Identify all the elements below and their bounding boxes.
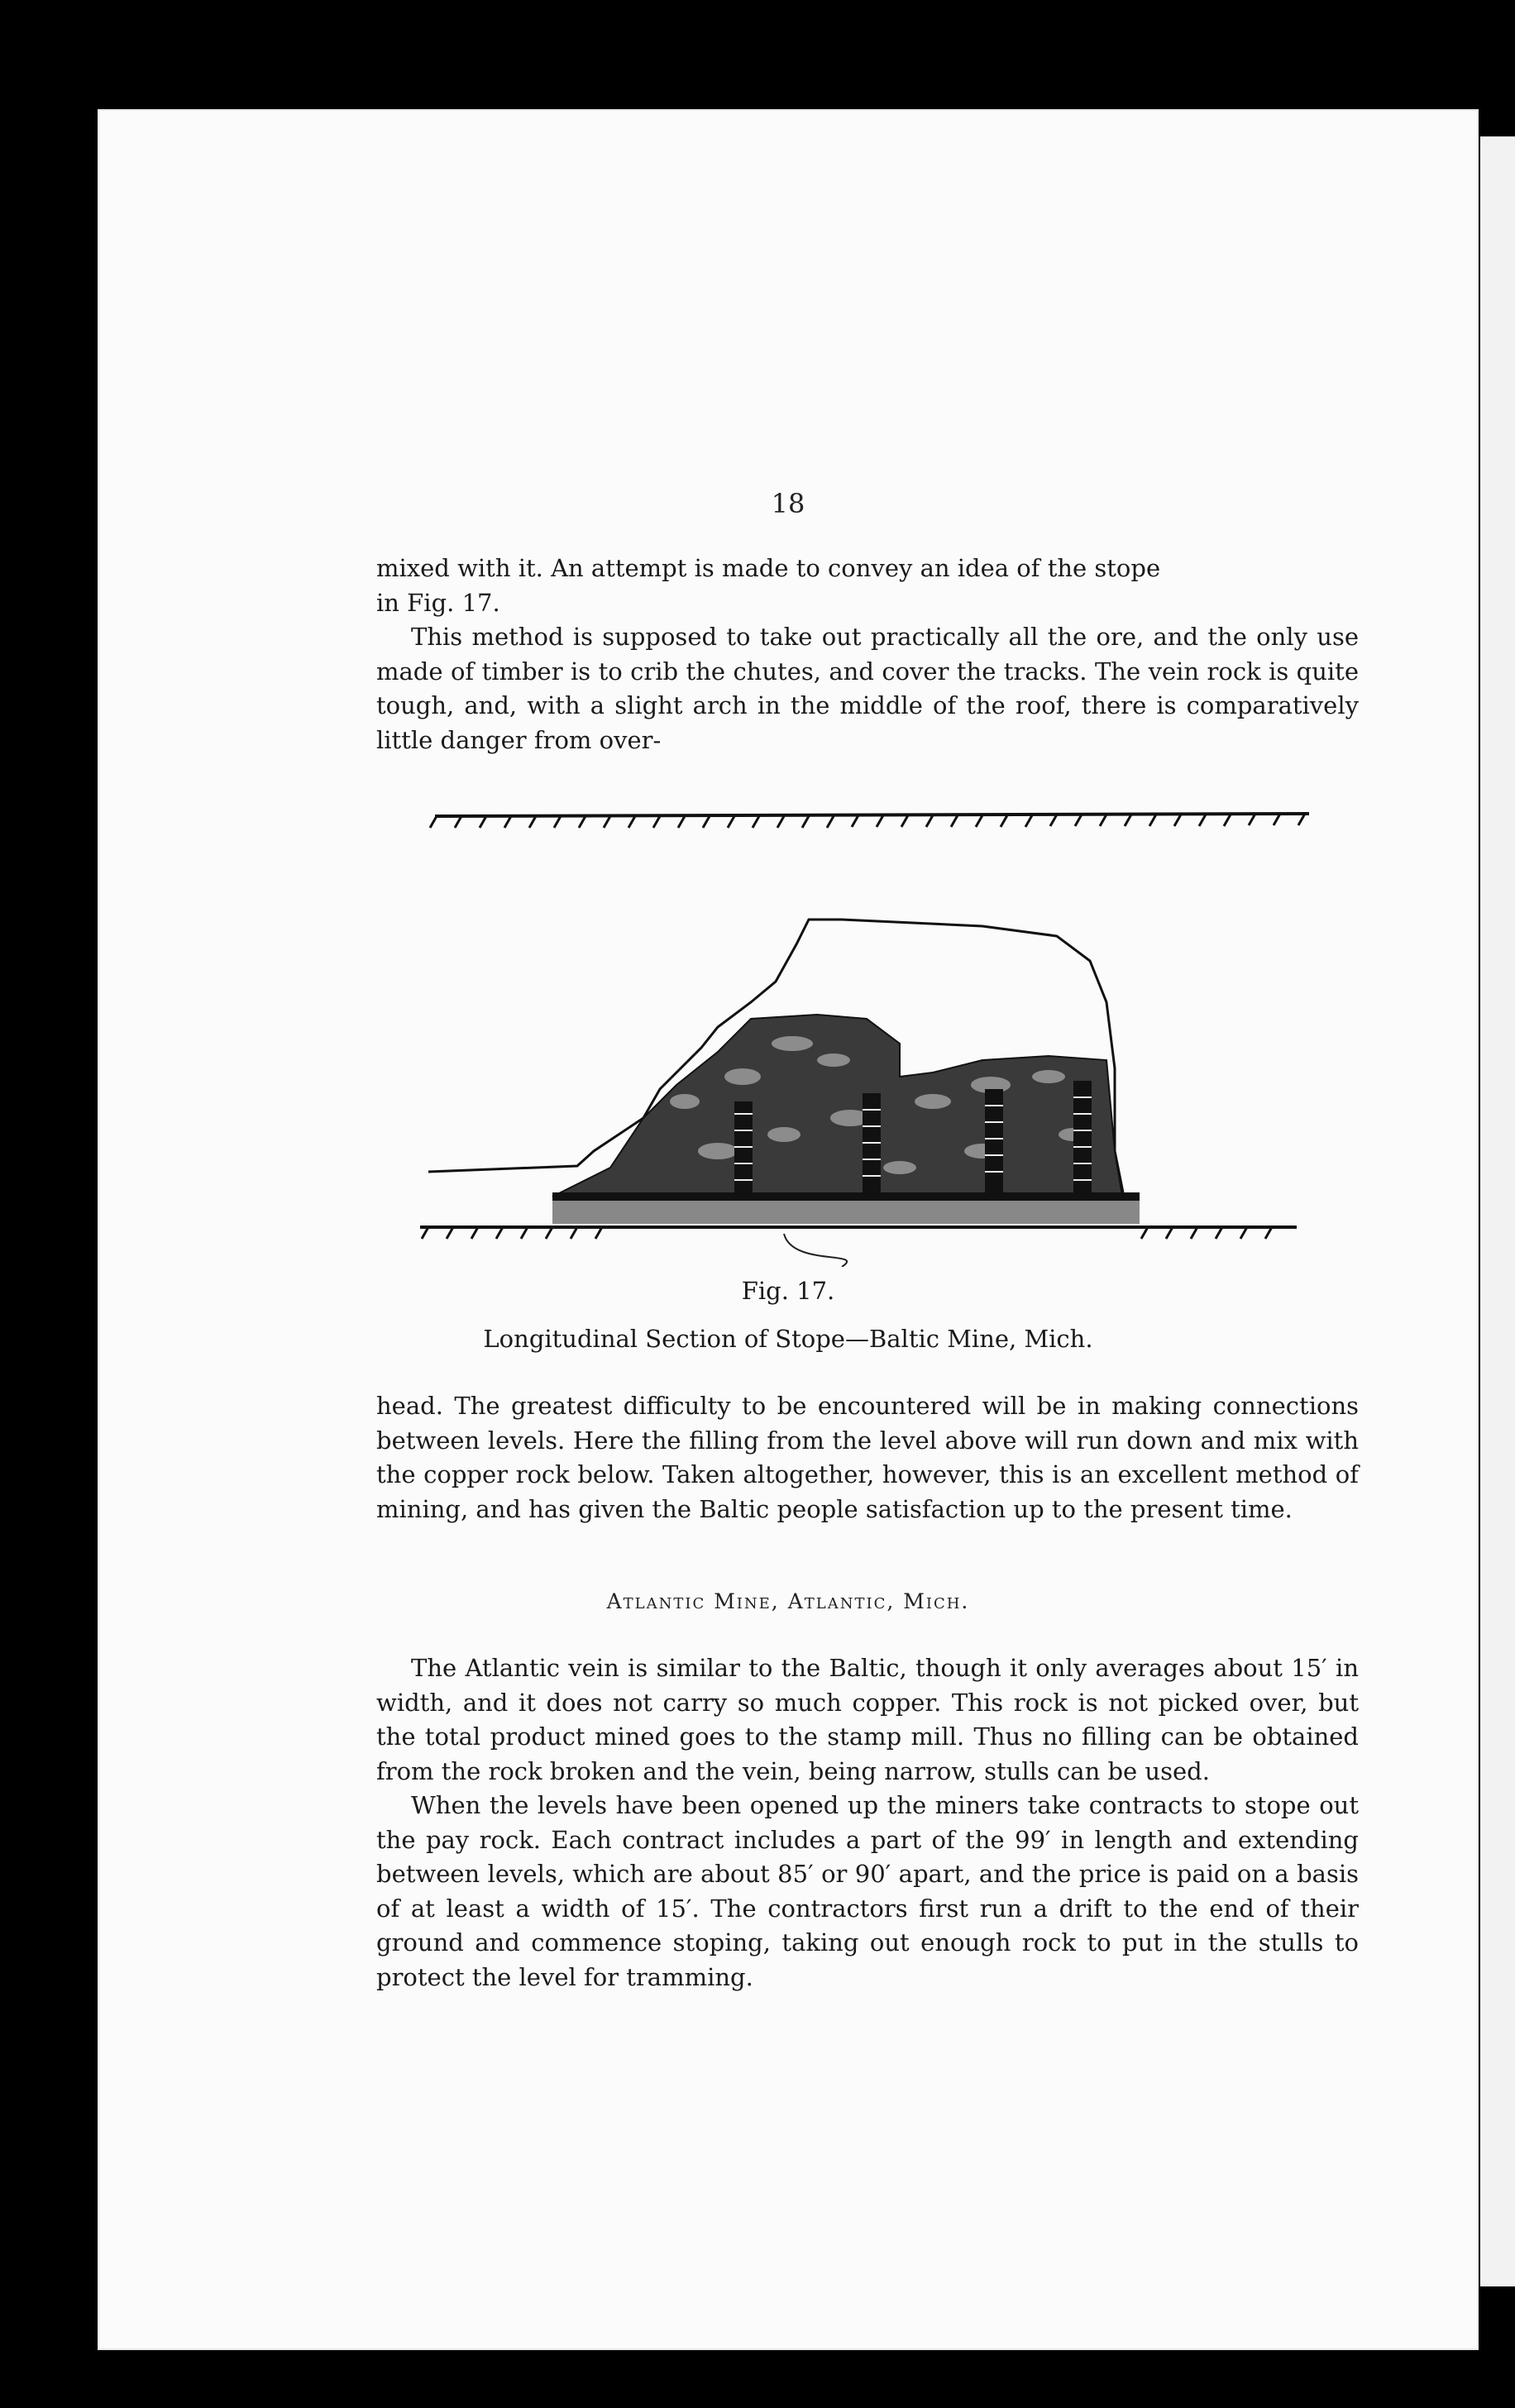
paragraph-method: This method is supposed to take out practically all the ore, and the only use made of timber is to crib the chutes, and cover the tracks. The vein rock is quite tough, and, with a slight arch in the middle of the roof, there is comparatively little danger from over- (376, 623, 1359, 754)
paragraph-difficulty: head. The greatest difficulty to be encountered will be in making connections between levels. Here the filling from the level above will run down and mix with the copper rock below. Taken altogether, however, this is an excellent method of mining, and has given the Baltic people satisfaction up to the present time. (376, 1392, 1359, 1523)
pencil-mark (784, 1234, 847, 1267)
paragraph-contracts: When the levels have been opened up the miners take contracts to stope out the pay rock. Each contract includes a part of the 99′ in length and extending between levels, which are about 85′ or 90′ apart, and the price is paid on a basis of at least a width of 15′. The contractors first run a drift to the end of their ground and commence stoping, taking out enough rock to put in the stulls to protect the level for tramming. (376, 1791, 1359, 1991)
paragraph-continuation (376, 552, 1359, 757)
book-page (98, 109, 1479, 2350)
paragraph-overhead (376, 1389, 1359, 1526)
next-page-edge (1480, 136, 1515, 2286)
level-track (552, 1192, 1140, 1201)
level-floor (552, 1201, 1140, 1224)
paragraph-atlantic-vein: The Atlantic vein is similar to the Baltic, though it only averages about 15′ in width, and it does not carry so much copper. This rock is not picked over, but the total product mined goes to the stamp mill. Thus no filling can be obtained from the rock broken and the vein, being narrow, stulls can be used. (376, 1654, 1359, 1785)
text-line-2: in Fig. 17. (376, 588, 500, 617)
broken-rock-pile (552, 1015, 1123, 1201)
level-hatching (422, 1227, 1272, 1239)
text-line-1: mixed with it. An attempt is made to convey an idea of the stope (376, 554, 1161, 582)
figure-label: Fig. 17. (741, 1277, 835, 1305)
atlantic-section (376, 1651, 1359, 1995)
figure-caption: Longitudinal Section of Stope—Baltic Mine, Mich. (483, 1325, 1093, 1353)
section-heading: Atlantic Mine, Atlantic, Mich. (606, 1589, 970, 1613)
stope-section-figure (404, 804, 1346, 1267)
page-number: 18 (771, 488, 805, 519)
